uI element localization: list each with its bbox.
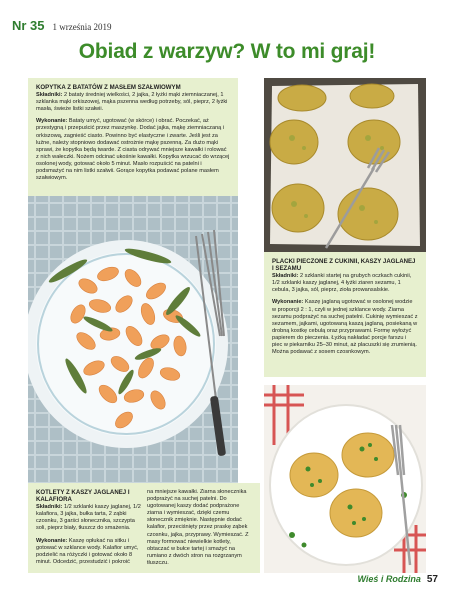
issue-header xyxy=(12,18,112,33)
recipe-title: KOTLETY Z KASZY JAGLANEJ I KALAFIORA xyxy=(36,489,130,504)
ingredients-label: Składniki: xyxy=(272,273,299,280)
recipe-title: PLACKI PIECZONE Z CUKINII, KASZY JAGLANEJ I SEZAMU xyxy=(272,258,416,273)
issue-number: Nr 35 xyxy=(12,18,45,33)
ingredients-text: 2 szklanki startej na grubych oczkach cukinii, 1/2 szklanki kaszy jaglanej, 4 łyżki ziaren sezamu, 1 cebula, 3 jajka, sól, pieprz, zioła prowansalskie. xyxy=(272,273,412,294)
method-label: Wykonanie: xyxy=(36,537,68,544)
recipe-ingredients xyxy=(36,92,230,113)
page-number: 57 xyxy=(426,574,438,585)
method-text-part-1: Kaszę opłukać na sitku i gotować w szklance wody. Kalafior umyć, podzielić na różyczki i gotować około 8 minut. Odcedzić, przestudzić i pokroić xyxy=(36,537,139,565)
ingredients-label: Składniki: xyxy=(36,92,63,99)
recipe-column-1 xyxy=(36,489,141,572)
issue-date: 1 września 2019 xyxy=(52,22,112,32)
photo-sweet-potato-gnocchi xyxy=(28,196,238,483)
ingredients-label: Składniki: xyxy=(36,504,63,511)
method-label: Wykonanie: xyxy=(272,299,304,306)
recipe-ingredients xyxy=(36,504,141,532)
fritters-illustration xyxy=(264,78,426,252)
method-label: Wykonanie: xyxy=(36,118,68,125)
recipe-column-2 xyxy=(147,489,252,572)
photo-zucchini-fritters xyxy=(264,78,426,252)
method-text: Kaszę jaglaną ugotować w osolonej wodzie w proporcji 2 : 1, czyli w jednej szklance wody. Ziarna sezamu podprażyć na suchej patelni. Cukinię wymieszać z sezamem, jajkami, ugotowaną kaszą jaglaną, posiekaną w drobną kostkę cebulą oraz przyprawami. Formę wyłożyć papierem do pieczenia. Łyżką nakładać porcje farszu i piec w piekarniku 25–30 minut, aż placuszki się zrumienią. Można podawać z sosem czosnkowym. xyxy=(272,299,418,356)
gnocchi-illustration xyxy=(28,196,238,483)
recipe-method xyxy=(36,538,141,566)
recipe-method xyxy=(272,299,418,356)
recipe-box-placki xyxy=(264,252,426,377)
cutlets-illustration xyxy=(264,385,426,573)
recipe-box-kopytka xyxy=(28,78,238,196)
ingredients-text: 1/2 szklanki kaszy jaglanej, 1/2 kalafiora, 3 jajka, bułka tarta, 2 ząbki czosnku, 3 garści słonecznika, szczypta soli, pieprz biały, tłuszcz do smażenia. xyxy=(36,504,141,532)
ingredients-text: 2 bataty średniej wielkości, 2 jajka, 2 łyżki mąki ziemniaczanej, 1 szklanka mąki orkiszowej, mąka pszenna według potrzeby, sól, pieprz, 2 łyżki masła, świeże listki szałwii. xyxy=(36,92,228,113)
recipe-box-kotlety xyxy=(28,483,260,573)
recipe-title: KOPYTKA Z BATATÓW Z MASŁEM SZAŁWIOWYM xyxy=(36,84,181,91)
page-title: Obiad z warzyw? W to mi graj! xyxy=(78,40,376,63)
recipe-method xyxy=(36,118,230,182)
page-footer xyxy=(357,574,438,585)
method-text: Bataty umyć, ugotować (w skórce) i obrać. Poczekać, aż przestygną i przepuścić przez maszynkę. Dodać jajka, mąkę ziemniaczaną i orkiszową, zagnieść ciasto. Powinno być elastyczne i zwarte. Jeśli jest za luźne, należy stopniowo dodawać ostrożnie mąkę pszenną. Za dużo mąki sprawi, że kopytka będą twarde. Z ciasta odrywać mniejsze kawałki i rolować z nich wałeczki. Nożem odcinać ukośnie kawałki. Kopytka wrzucać do wrzącej osolonej wody, gotować około 5 minut. Masło rozpuścić na patelni i podsmażyć na nim listki szałwii. Gorące kopytka podawać polane masłem szałwiowym. xyxy=(36,118,230,182)
recipe-ingredients xyxy=(272,273,418,294)
method-text-part-2: na mniejsze kawałki. Ziarna słonecznika podprażyć na suchej patelni. Do ugotowanej kaszy dodać podprażone ziarna i wymieszać, dzięki czemu słonecznik zmięknie. Następnie dodać kalafior, przeciśnięty przez praskę ząbek czosnku, jajka, przyprawy. Wymieszać. Z masy formować niewielkie kotlety, obtaczać w bułce tartej i smażyć na rumiano z dwóch stron na rozgrzanym tłuszczu. xyxy=(147,489,249,566)
magazine-name: Wieś i Rodzina xyxy=(357,574,421,584)
photo-millet-cutlets xyxy=(264,385,426,573)
